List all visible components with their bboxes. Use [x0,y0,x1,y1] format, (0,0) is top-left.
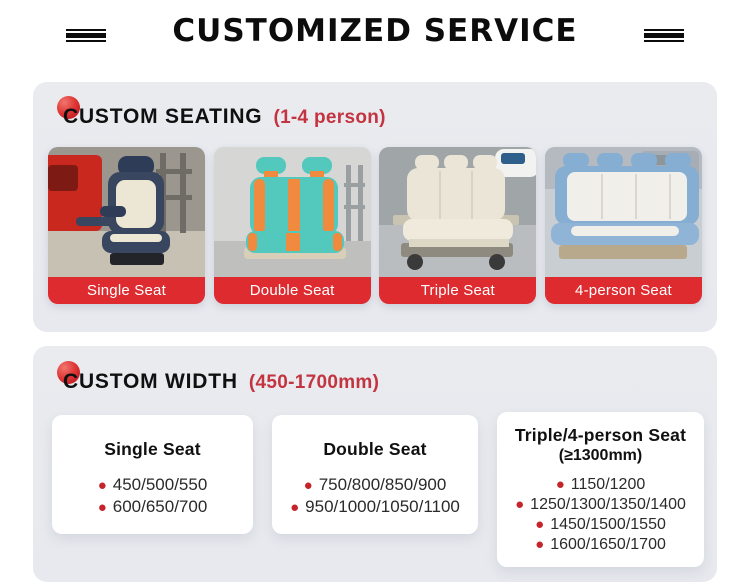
seat-card-label: Triple Seat [379,277,536,304]
width-option-list [52,474,253,518]
custom-seating-section [33,82,717,332]
bullet-dot-icon: ● [535,516,545,533]
seat-card-label: Single Seat [48,277,205,304]
width-option-list [272,474,478,518]
section-title: CUSTOM SEATING [63,105,263,128]
section-subtitle: (450-1700mm) [248,372,380,393]
bullet-dot-icon: ● [555,476,565,493]
section-subtitle: (1-4 person) [273,107,386,128]
width-card-subtitle: (≥1300mm) [558,447,643,464]
width-card-title: Single Seat [104,439,201,459]
seat-card-four-person [545,147,702,304]
section-title: CUSTOM WIDTH [63,370,238,393]
bullet-dot-icon: ● [290,499,300,516]
seat-card-double [214,147,371,304]
width-card-title: Triple/4-person Seat [514,425,687,445]
bullet-dot-icon: ● [535,536,545,553]
width-option-list [497,475,704,555]
bullet-dot-icon: ● [303,477,313,494]
seat-card-label: 4-person Seat [545,277,702,304]
width-column-row [52,415,704,567]
seat-card-single [48,147,205,304]
width-card-double [272,415,478,534]
custom-width-heading [63,370,379,394]
width-option: ● 450/500/550 [97,475,208,494]
width-option: ● 1150/1200 [555,476,646,493]
seat-card-triple [379,147,536,304]
width-card-single [52,415,253,534]
custom-seating-heading [63,105,386,129]
width-option: ● 750/800/850/900 [303,475,447,494]
seat-card-label: Double Seat [214,277,371,304]
width-option: ● 1450/1500/1550 [535,516,666,533]
width-option: ● 950/1000/1050/1100 [290,497,460,516]
bullet-dot-icon: ● [515,496,525,513]
width-card-title: Double Seat [323,439,427,459]
width-option: ● 1600/1650/1700 [535,536,666,553]
page-title: CUSTOMIZED SERVICE [172,13,578,49]
header-deco-lines-right [644,29,684,42]
custom-width-section [33,346,717,582]
seat-card-row [48,147,702,304]
width-option: ● 1250/1300/1350/1400 [515,496,686,513]
width-option: ● 600/650/700 [97,497,208,516]
width-card-triple-four [497,412,704,567]
bullet-dot-icon: ● [97,477,107,494]
bullet-dot-icon: ● [97,499,107,516]
